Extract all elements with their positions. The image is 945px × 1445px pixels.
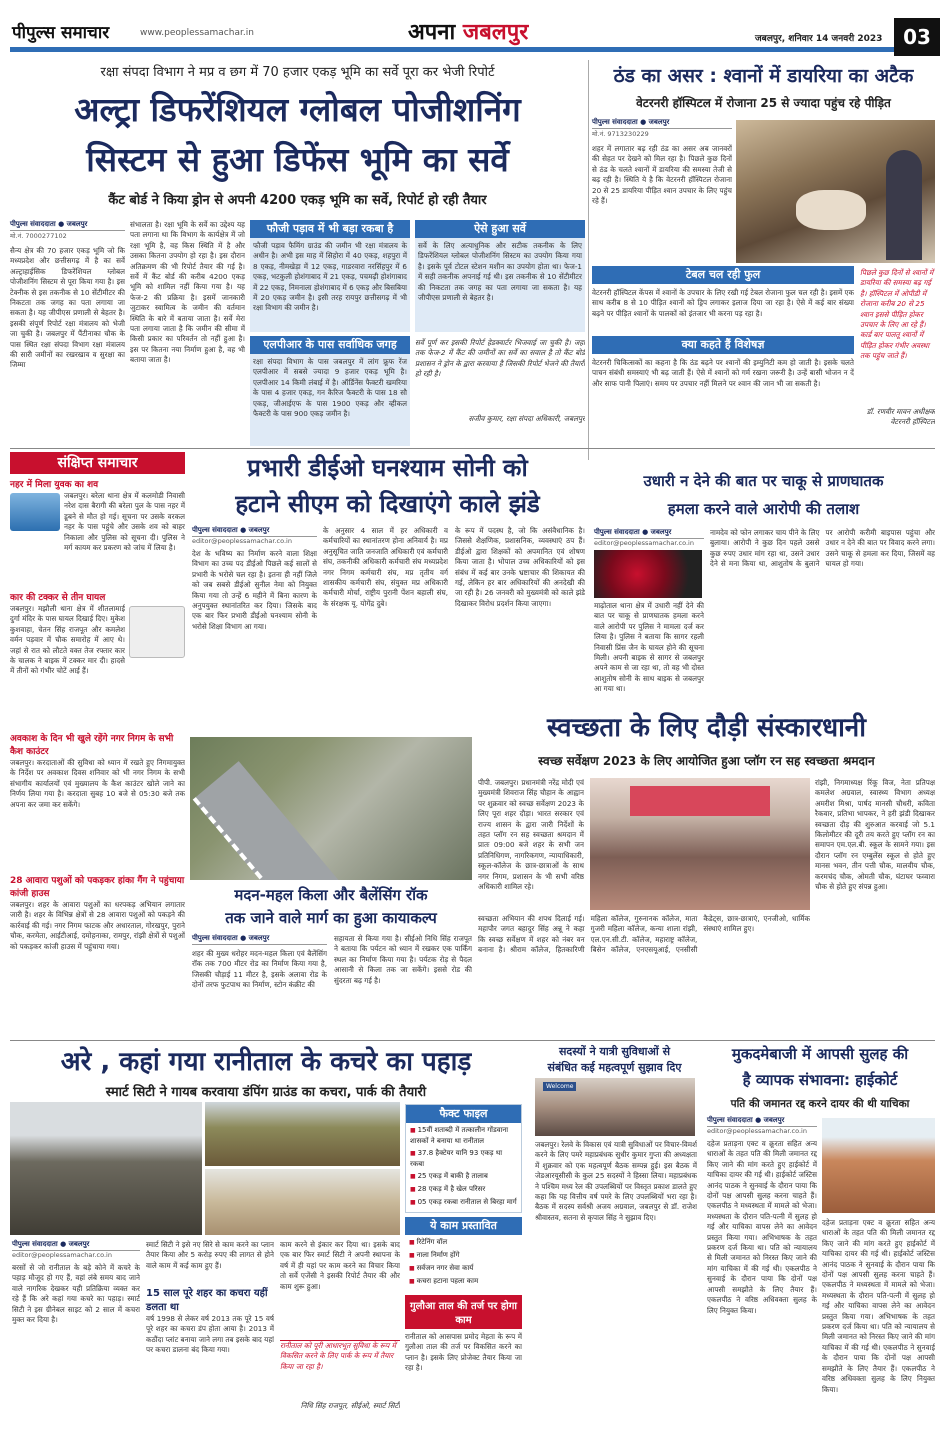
byline: पीपुल्स संवाददाता ● जबलपुर (12, 1240, 140, 1251)
court-col-2: दहेज प्रताड़ना एक्ट व क्रूरता सहित अन्य धाराओं के तहत पति की मिली जमानत रद्द किए जाने की मांग करते हुए हाईकोर्ट में याचिका दायर की गई थी। हाईकोर्ट जस्टिस आनंद पाठक ने सुनवाई के दौरान पाया कि दोनों पक्ष आपसी सुलह करना चाहते हैं। एकलपीठ ने मध्यस्थता में मामले को भेजा। मध्यस्थता के दौरान पति-पत्नी में सुलह हो गई और याचिका वापस लेने का आवेदन प्रस्तुत किया गया। अभिभाषक के तहत प्रकरण दर्ज किया था। पति को न्यायालय से मिली जमानत को निरस्त किए जाने की मांग याचिका में की गई थी। एकलपीठ ने सुनवाई के दौरान पाया कि दोनों पक्ष आपसी समझौते के लिए तैयार हैं। एकलपीठ ने वरिष्ठ अधिवक्ता सुलह के लिए नियुक्त किया। (822, 1218, 935, 1394)
lead-col-2: संभालता है। रक्षा भूमि के सर्वे का उद्देश्य यह पता लगाना था कि विभाग के कार्यक्षेत्र में जो रक्षा भूमि है, वह किस स्थिति में है और उसका कितना उपयोग हो रहा है। इस दौरान अतिक्रमण की भी रिपोर्ट तैयार की गई है। सर्वे में कैंट बोर्ड की करीब 4200 एकड़ भूमि को शामिल नहीं किया गया है। यह फेज-2 की प्रक्रिया है। इसमें जानकारी जुटाकर स्वामित्व के जमीन की वर्तमान स्थिति के बारे में बताया जाता है। सर्वे मेरा पता लगाया जाता है कि जमीन की सीमा में किसी प्रकार का परिवर्तन तो नहीं हुआ है। इस पर कितना नया निर्माण हुआ है, वह भी बताया जाता है। (130, 220, 245, 365)
planned-item: ■ सर्वजन नगर सेवा कार्य (409, 1263, 518, 1274)
knife-headline-2: हमला करने वाले आरोपी की तलाश (667, 500, 860, 518)
brief-text: जबलपुर। करदाताओं की सुविधा को ध्यान में रखते हुए निगमायुक्त के निर्देश पर अवकाश दिवस शनिवार को भी नगर निगम के सभी संभागीय कार्यालयों एवं मुख्यालय के कैश काउंटर खोले जाने का निर्णय लिया गया है। करदाता सुबह 10 बजे से 05:30 बजे तक अपना कर जमा कर सकेंगे। (10, 758, 185, 809)
info-box-lpr (250, 336, 410, 446)
byline: पीपुल्स संवाददाता ● जबलपुर (192, 934, 327, 945)
body-text: सैन्य क्षेत्र की 70 हजार एकड़ भूमि जो कि मध्यप्रदेश और छत्तीसगढ़ में है का सर्वे अल्ट्राहाईसिक डिफरेंशियल ग्लोबल पोजीशनिंग सिस्टम से पूरा किया गया है। इस टेक्नीक से इस तकनीक से 10 सेंटीमीटर की निकटता तक जगह का पता लगाया जा सकता है। यह जीपीएस प्रणाली से बेहतर है। इसकी संपूर्ण रिपोर्ट रक्षा मंत्रालय को भेजी जा चुकी है। जबलपुर में पैंटीनाका चौक के पास स्थित रक्षा संपदा विभाग रक्षा मंत्रालय की सारी जमीनों का रखरखाव व सुरक्षा का जिम्मा (10, 246, 125, 370)
lead-headline-2: सिस्टम से हुआ डिफेंस भूमि का सर्वे (86, 140, 509, 179)
box-title: ऐसे हुआ सर्वे (415, 220, 585, 238)
body-text: वर्ष 1998 से लेकर वर्ष 2013 तक पूरे 15 वर्ष पूरे शहर का कचरा डंप होता आया है। 2013 में कठौंदा प्लांट बनाया जाने लगा तब इसके बाद यहां पर कचरा डालना बंद किया गया। (146, 1314, 274, 1355)
dog-figure (796, 190, 866, 230)
dogs-bar-experts: क्या कहते हैं विशेषज्ञ (592, 336, 854, 354)
planned-item: ■ कचरा हटाना पहला काम (409, 1276, 518, 1287)
body-text: स्मार्ट सिटी ने इसे नए सिरे से काम करने का प्लान तैयार किया और 5 करोड़ रुपए की लागत से होने वाले काम में कई काम हुए हैं। (146, 1240, 274, 1270)
ranital-headline: अरे , कहां गया रानीताल के कचरे का पहाड़ (60, 1047, 472, 1077)
dateline: जबलपुर, शनिवार 14 जनवरी 2023 (755, 34, 883, 44)
dogs-text-3: वेटरनरी चिकित्सकों का कहना है कि ठंड बढ़ने पर श्वानों की इम्युनिटी कम हो जाती है। इसके चलते पाचन संबंधी समस्याएं भी बढ़ जाती हैं। ऐसे में श्वानों को गर्म रखना जरूरी है। उन्हें बासी भोजन न दें और साफ पानी पिलाएं। समय पर उपचार नहीं मिलने पर श्वान की जान भी जा सकती है। (592, 358, 854, 388)
knife-headline-1: उधारी न देने की बात पर चाकू से प्राणघातक (643, 472, 884, 490)
horizontal-rule (10, 1040, 935, 1041)
subhead-15-years: 15 साल पूरे शहर का कचरा यहीं डलता था (146, 1288, 268, 1313)
quote-text: सर्वे पूर्ण कर इसकी रिपोर्ट हेडक्वार्टर भिजवाई जा चुकी है। जहां तक फेज-2 में कैंट की जमीनों का सर्वे का सवाल है तो कैंट बोर्ड प्रशासन ने ड्रोन के द्वारा करवाया है जिसकी रिपोर्ट भेजने की तैयारी हो रही है। (415, 338, 585, 379)
gulaua-title: गुलौआ ताल की तर्ज पर होगा काम (405, 1295, 522, 1329)
planned-item: ■ नाला निर्माण होंगे (409, 1250, 518, 1261)
brief-item (10, 477, 185, 587)
deo-headline-1: प्रभारी डीईओ घनश्याम सोनी को (247, 454, 528, 482)
brief-text: जबलपुर। शहर के आवारा पशुओं का धरपकड़ अभियान लगातार जारी है। शहर के विभिन्न क्षेत्रों से 28 आवारा पशुओं को पकड़ने की कार्रवाई की गई। नगर निगम फाटक और अधारताल, गोरखपुर, पुराने चौक, करमेता, आईटीआई, दमोहनाका, रामपुर, रांझी क्षेत्रों से पशुओं को पकड़कर कांजी हाउस में पहुंचाया गया। (10, 900, 185, 951)
drowning-icon (10, 493, 60, 531)
dogs-text-2: वेटरनरी हॉस्पिटल केंपस में श्वानों के उपचार के लिए रखी गई टेबल रोजाना फुल चल रही है। इसमें एक साथ करीब 8 से 10 पीड़ित श्वानों को ड्रिप लगाकर इलाज दिया जा रहा है। ऐसे में कई बार संख्या बढ़ने पर पीड़ित श्वानों के पालकों को इंतजार भी करना पड़ रहा है। (592, 288, 854, 318)
expert-quote (860, 268, 935, 458)
box-text: सर्वे के लिए अत्याधुनिक और सटीक तकनीक के लिए डिफरेंशियल ग्लोबल पोजीशनिंग सिस्टम का उपयोग किया गया है। इसके पूर्व टोटल स्टेशन मशीन का उपयोग होता था। फेज-1 में सही तकनीक अपनाई गई थी। इस तकनीक से 10 सेंटीमीटर की निकटता तक जगह का पता लगाया जा सकता है। यह जीपीएस प्रणाली से बेहतर है। (418, 241, 582, 303)
section-title-b: जबलपुर (462, 20, 529, 45)
lead-subhead: कैंट बोर्ड ने किया ड्रोन से अपनी 4200 एकड़ भूमि का सर्वे, रिपोर्ट हो रही तैयार (108, 193, 487, 208)
byline: पीपुल्स संवाददाता ● जबलपुर (594, 528, 704, 539)
website: www.peoplessamachar.in (140, 28, 254, 38)
deo-col-2: के अनुसार 4 साल में हर अधिकारी व कर्मचारियों का स्थानांतरण होना अनिवार्य है। मप्र अनुसूचित जाति जनजाति अधिकारी एवं कर्मचारी संघ, तकनीकी अधिकारी कर्मचारी संघ मध्यप्रदेश नगर निगम कर्मचारी संघ, मप्र तृतीय वर्ग शासकीय कर्मचारी संघ, संयुक्त मप्र अधिकारी कर्मचारी मोर्चा, राष्ट्रीय पुरानी पेंशन बहाली संघ, के संरक्षक यू. योगेंद्र दुबे। (323, 526, 448, 608)
brief-text: जबलपुर। बरेला थाना क्षेत्र में कलमोडी निवासी नरेश दास बैरागी की बरेला पुल के पास नहर में डूबने से मौत हो गई। सूचना पर उसके वरकल नहर के पास पहुंचे और उसके शव को बाहर निकाला और पुलिस को सूचना दी। पुलिस ने मर्ग कायम कर प्रकरण को जांच में लिया है। (64, 491, 185, 553)
quote-text: रानीताल को पूरी आधारभूत सुविधा के रूप में विकसित करने के लिए पार्क के रूप में तैयार किया जा रहा है। (280, 1341, 396, 1371)
ranital-before-photo (205, 1102, 400, 1166)
body-text: शहर की मुख्य धरोहर मदन-महल किला एवं बैलेंसिंग रॉक तक 700 मीटर रोड का निर्माण किया गया है, जिसकी चौड़ाई 11 मीटर है, इसके अलावा रोड के दोनों तरफ फुटपाथ का निर्माण, स्टोन कंक्रीट की (192, 949, 327, 990)
dogs-subhead: वेटरनरी हॉस्पिटल में रोजाना 25 से ज्यादा पहुंच रहे पीड़ित (636, 96, 891, 110)
brief-headline: अवकाश के दिन भी खुले रहेंगे नगर निगम के सभी कैश काउंटर (10, 734, 174, 757)
email: editor@peoplessamachar.co.in (594, 539, 694, 547)
rail-headline-1: सदस्यों ने यात्री सुविधाओं से (558, 1045, 671, 1058)
byline: पीपुल्स संवाददाता ● जबलपुर (707, 1116, 817, 1127)
fact-item: ■ 15वीं शताब्दी में तत्कालीन गोंडवाना शासकों ने बनाया था रानीताल (410, 1125, 517, 1146)
ceo-quote (280, 1340, 400, 1440)
deo-col-3: के रूप में पदस्थ है, जो कि असंवैधानिक है। जिससे शैक्षणिक, प्रशासनिक, व्यवस्थाएं ठप हैं। डीईओ द्वारा शिक्षकों को अपमानित एवं शोषण किया जाता है। भोपाल उच्च अधिकारियों को इस संबंध में कई बार उनके भ्रष्टाचार की शिकायत की गई, लेकिन हर बार अधिकारियों की अनदेखी की जा रही है। 26 जनवरी को मुख्यमंत्री को काले झंडे दिखाकर विरोध प्रदर्शन किया जाएगा। (455, 526, 585, 608)
contact: मो.नं. 7000277102 (10, 232, 67, 240)
paper-logo: पीपुल्स समाचार (12, 23, 110, 43)
brief-headline: नहर में मिला युवक का शव (10, 480, 99, 490)
road-caption-2: तक जाने वाले मार्ग का हुआ कायाकल्प (225, 909, 437, 927)
fact-file-box (405, 1104, 522, 1213)
road-caption-1: मदन-महल किला और बैलेंसिंग रॉक (234, 886, 428, 904)
box-text: फौजी पड़ाव फैमिंग ग्राउंड की जमीन भी रक्षा मंत्रालय के अधीन है। अभी इस माह में सिहोरा में 40 एकड़, शहपुरा में 8 एकड़, नीमखेड़ा में 12 एकड़, गाडरवारा नरसिंहपुर में 6 एकड़, भटकुली होशंगाबाद में 21 एकड़, पचमढ़ी होशंगाबाद में 22 एकड़, निमनाला होशंगाबाद में 6 एकड़ और बिसबिया में 20 एकड़ जमीन है। इसी तरह रायपुर छत्तीसगढ़ में भी रक्षा विभाग की जमीन है। (253, 241, 407, 313)
box-title: एलपीआर के पास सर्वाधिक जगह (250, 336, 410, 354)
ranital-col-3: काम करने से इंकार कर दिया था। इसके बाद एक बार फिर स्मार्ट सिटी ने अपनी स्थापना के वर्ष में ही यहां पर काम करने का विचार किया तो सर्वे एजेंसी ने इसकी रिपोर्ट तैयार की और काम शुरू हुआ। (280, 1240, 400, 1291)
car-crash-icon (129, 606, 185, 658)
ranital-sidebar (405, 1104, 522, 1440)
quote-by: डॉ. रणवीर मावन अधीक्षक वेटरनरी हॉस्पिटल (866, 407, 935, 427)
lead-col-1 (10, 220, 125, 445)
rail-text: जबलपुर। रेलवे के विकास एवं यात्री सुविधाओं पर विचार-विमर्श करने के लिए पमरे महाप्रबंधक सुधीर कुमार गुप्ता की अध्यक्षता में शुक्रवार को एक महत्वपूर्ण बैठक सम्पन्न हुई। इस बैठक में जेडआरयूसीसी के कुल 25 सदस्यों ने हिस्सा लिया। महाप्रबंधक ने पश्चिम मध्य रेल की उपलब्धियों पर विस्तृत प्रकाश डालते हुए कहा कि यह वित्तीय वर्ष पमरे के लिए उपलब्धियों भरा रहा है। बैठक में सदस्य सर्वश्री अजय अग्रवाल, जबलपुर से डॉ. राजेश श्रीवास्तव, सतना से कृपाल सिंह ने सुझाव दिए। (535, 1140, 697, 1222)
deo-headline-2: हटाने सीएम को दिखाएंगे काले झंडे (235, 490, 540, 518)
section-title-a: अपना (408, 20, 456, 45)
brief-headline: कार की टक्कर से तीन घायल (10, 593, 106, 603)
column-divider (588, 60, 589, 460)
planned-list (405, 1235, 522, 1291)
fact-item: ■ 37.8 हैक्टेयर यानि 93 एकड़ था रकबा (410, 1148, 517, 1169)
welcome-banner: Welcome (543, 1082, 576, 1091)
ranital-after-photo (205, 1169, 400, 1235)
court-headline-1: मुकदमेबाजी में आपसी सुलह की (731, 1045, 909, 1063)
official-quote (415, 338, 585, 446)
dogs-bar-table-full: टेबल चल रही फुल (592, 266, 854, 284)
garbage-hill-photo (10, 1102, 202, 1235)
info-box-army-camp (250, 220, 410, 332)
fact-item: ■ 28 एकड़ में है खेल परिसर (410, 1184, 517, 1195)
rail-meeting-photo (535, 1078, 695, 1136)
box-title: फौजी पड़ाव में भी बड़ा रकबा है (250, 220, 410, 238)
dogs-headline: ठंड का असर : श्वानों में डायरिया का अटैक (613, 65, 914, 87)
quote-by: सजीव कुमार, रक्षा संपदा अधिकारी, जबलपुर (468, 414, 585, 423)
body-text: देश के भविष्य का निर्माण करने वाला शिक्षा विभाग का उच्च पद डीईओ पिछले कई सालों से प्रभारी के भरोसे चल रहा है। इतना ही नहीं जिले को जब सबसे डीईओ सुनील नेमा को नियुक्त किया गया तो उन्हें 6 महीने में बिना कारण के अनुपयुक्त स्थानांतरित कर दिया। जिसके बाद एक बार फिर प्रभारी डीईओ घनश्याम सोनी के भरोसे शिक्षा विभाग आ गया। (192, 549, 317, 631)
ranital-subhead: स्मार्ट सिटी ने गायब करवाया डंपिंग ग्राउंड का कचरा, पार्क की तैयारी (105, 1085, 427, 1100)
email: editor@peoplessamachar.co.in (192, 537, 292, 545)
brief-headline: 28 आवारा पशुओं को पकड़कर हांका गैंग ने पहुंचाया कांजी हाउस (10, 876, 185, 899)
road-col-2: सहायता से किया गया है। सीईओ निधि सिंह राजपूत ने बताया कि पर्यटन को ध्यान में रखकर एक पार्किंग स्थल का निर्माण किया गया है। पर्यटक रोड़ से पैदल आसानी से किला तक जा सकेंगे। इससे रोड की सुंदरता बढ़ गई है। (334, 934, 472, 985)
masthead-rule (10, 47, 894, 52)
run-subhead: स्वच्छ सर्वेक्षण 2023 के लिए आयोजित हुआ प्लॉग रन सह स्वच्छता श्रमदान (538, 754, 875, 768)
planned-title: ये काम प्रस्तावित (405, 1217, 522, 1235)
vet-hospital-photo (736, 120, 935, 263)
page-number: 03 (894, 18, 940, 56)
brief-item (10, 731, 185, 870)
road-shape (193, 761, 368, 880)
gulaua-text: रानीताल को आसपास प्रमोद मेहता के रूप में गुलौआ ताल की तर्ज पर विकसित करने का प्लान है। इसके लिए प्रोजेक्ट तैयार किया जा रहा है। (405, 1332, 522, 1373)
quote-by: निधि सिंह राजपूत, सीईओ, स्मार्ट सिटी (300, 1401, 400, 1410)
plog-run-photo (590, 778, 810, 910)
court-subhead: पति की जमानत रद्द करने दायर की थी याचिका (730, 1098, 910, 1110)
ranital-col-2 (146, 1240, 274, 1440)
run-bottom-text: स्वच्छता अभियान की शपथ दिलाई गई। महापौर जगत बहादुर सिंह अन्नू ने कहा कि स्वच्छ सर्वेक्षण में शहर को नंबर वन बनाना है। श्रीराम कॉलेज, हितकारिणी महिला कॉलेज, गुरुनानक कॉलेज, माता गुजरी महिला कॉलेज, कन्या शाला रांझी, एल.एन.सी.टी. कॉलेज, महाराष्ट्र कॉलेज, बिसेन कॉलेज, एनएसयूआई, एनसीसी कैडेट्स, छात्र-छात्राएं, एनजीओ, धार्मिक संस्थाएं शामिल हुए। (478, 914, 810, 955)
run-col-2: रांझी, निगमाध्यक्ष रिंकू विज, नेता प्रतिपक्ष कमलेश अग्रवाल, स्वास्थ्य विभाग अध्यक्ष अमरीश मिश्रा, पार्षद मानसी चौधरी, कविता रैकवार, प्रतिभा भापकर, ने हरी झंडी दिखाकर स्वच्छता दौड़ की शुरुआत करवाई जो 5.1 किलोमीटर की दूरी तय करते हुए प्लॉग रन का समापन एम.एल.बी. स्कूल के सामने गया। इस दौरान प्लॉग रन एम्बुलेंस स्कूल से होते हुए मानस भवन, तीन पत्ती चौक, मालवीय चौक, करमचंद चौक, ओमती चौक, घंटाघर फव्वारा चौक से होते हुए संपन्न हुआ। (815, 778, 935, 892)
madan-mahal-road-photo (190, 737, 472, 880)
person-figure (886, 150, 922, 260)
rail-headline-2: संबंधित कई महत्वपूर्ण सुझाव दिए (547, 1061, 682, 1074)
masthead (0, 0, 945, 56)
knife-illustration (594, 550, 702, 598)
body-text: बरसों से जो रानीताल के बड़े कोने में कचरे के पहाड़ मौजूद हो गए हैं, वहां लंबे समय बाद जाने वाले नागरिक देखकर यही प्रतिक्रिया व्यक्त कर रहे हैं कि अरे कहां गया कचरे का पहाड़। स्मार्ट सिटी ने इस ग्रीनेबल साइट को 2 साल में कचरा मुक्त कर दिया है। (12, 1263, 140, 1325)
byline: पीपुल्स संवाददाता ● जबलपुर (10, 220, 125, 231)
contact: मो.नं. 9713230229 (592, 130, 649, 138)
fact-item: ■ 05 एकड़ रकबा रानीताल से बिरहा मार्ग (410, 1197, 517, 1208)
run-headline: स्वच्छता के लिए दौड़ी संस्कारधानी (547, 713, 866, 743)
body-text: माढ़ोताल थाना क्षेत्र में उधारी नहीं देने की बात पर चाकू से प्राणघातक हमला करने वाले आरोपी पर पुलिस ने मामला दर्ज कर लिया है। पुलिस ने बताया कि सागर रहली निवासी प्रिंस जैन के घायल होने की सूचना मिली। अपनी बाइक से सागर से जबलपुर अपने काम से जा रहा था, तो वह भी दोस्त आशुतोष सोनी के साथ बाइक से जबलपुर आ गया था। (594, 601, 704, 694)
brief-text: जबलपुर। मझौली थाना क्षेत्र में शीतलामाई दुर्गा मंदिर के पास घायल दिखाई दिए। मुकेश कुशवाहा, चेतन सिंह राजपूत और कमलेश वर्मन पड़वार में चौक समारोह में आए थे। जहां से रात को लौटते वक्त तेज रफ्तार कार के चालक ने बाइक में टक्कर मार दी। हादसे में तीनों को गंभीर चोटें आई हैं। (10, 604, 125, 676)
byline: पीपुल्स संवाददाता ● जबलपुर (192, 526, 317, 537)
court-col-1 (707, 1116, 817, 1438)
high-court-photo (822, 1118, 935, 1213)
lead-headline-1: अल्ट्रा डिफरेंशियल ग्लोबल पोजीशनिंग (74, 90, 521, 129)
box-text: रक्षा संपदा विभाग के पास जबलपुर में लांग फ्रूफ रेंज एलपीआर में सबसे ज्यादा 9 हजार एकड़ भूमि है। एलपीआर 14 किमी लंबाई में है। ऑर्डिनेंस फैक्टरी खमरिया के पास 4 हजार एकड़, गन कैरिज फैक्टरी के पास 18 सौ एकड़, जीआईएफ के पास 1900 एकड़ और व्हीकल फैक्टरी के पास 900 एकड़ जमीन है। (253, 357, 407, 419)
info-box-survey (415, 220, 585, 332)
lead-kicker: रक्षा संपदा विभाग ने मप्र व छग में 70 हजार एकड़ भूमि का सर्वे पूरा कर भेजी रिपोर्ट (100, 65, 495, 80)
planned-works-box (405, 1217, 522, 1291)
body-text: शहर में लगातार बढ़ रही ठंड का असर अब जानवरों की सेहत पर देखने को मिल रहा है। पिछले कुछ दिनों से ठंड के चलते श्वानों में डायरिया की समस्या तेजी से बढ़ रही है। स्थिति ये है कि वेटरनरी हॉस्पिटल रोजाना 20 से 25 डायरिया पीड़ित श्वान उपचार के लिए पहुंच रहे हैं। (592, 144, 732, 206)
ranital-col-1 (12, 1240, 140, 1440)
email: editor@peoplessamachar.co.in (12, 1251, 112, 1259)
gulaua-box (405, 1295, 522, 1440)
horizontal-rule (10, 448, 935, 449)
knife-col-1 (594, 528, 704, 703)
brief-item (10, 590, 185, 728)
email: editor@peoplessamachar.co.in (707, 1127, 807, 1135)
run-col-1: पीपी. जबलपुर। प्रधानमंत्री नरेंद्र मोदी एवं मुख्यमंत्री शिवराज सिंह चौहान के आह्वान पर शुक्रवार को स्वच्छ सर्वेक्षण 2023 के लिए पूरा शहर दौड़ा। भारत सरकार एवं राज्य शासन के द्वारा जारी निर्देशों के तहत प्लॉग रन सह स्वच्छता श्रमदान में प्रातः 09:00 बजे शहर के सभी जन प्रतिनिधिगण, नागरिकगण, न्यायाधिकारी, स्कूल-कॉलेज के छात्र-छात्राओं के साथ नगर निगम, प्रशासन के भी सभी वरिष्ठ अधिकारी शामिल रहे। (478, 778, 584, 892)
quote-text: पिछले कुछ दिनों से श्वानों में डायरिया की समस्या बढ़ गई है। हॉस्पिटल में ओपीडी में रोजाना करीब 20 से 25 श्वान इससे पीड़ित होकर उपचार के लिए आ रहे हैं। कार्ड बार पालतू श्वानों में पीड़ित होकर गंभीर अवस्था तक पहुंच जाते हैं। (860, 268, 934, 361)
deo-col-1 (192, 526, 317, 706)
court-headline-2: है व्यापक संभावना: हाईकोर्ट (742, 1071, 898, 1089)
fact-item: ■ 25 एकड़ में बाकी है तालाब (410, 1171, 517, 1182)
briefs-title: संक्षिप्त समाचार (10, 452, 185, 474)
byline: पीपुल्स संवाददाता ● जबलपुर (592, 118, 732, 129)
fact-file-title: फैक्ट फाइल (406, 1105, 521, 1123)
road-col-1 (192, 934, 327, 1034)
brief-item (10, 873, 185, 1010)
knife-col-2: नामदेव को फोन लगाकर चाय पीने के लिए बुलाया। आरोपी ने कुछ दिन पहले उससे कुछ रुपए उधार मांग रहा था, उसने उधार देने से मना किया था, आशुतोष के बुलाने पर आरोपी करीमी बाइपास पहुंचा और उधार न देने की बात पर विवाद करने लगा। उसने चाकू से हमला कर दिया, जिसमें वह घायल हो गया। (710, 528, 935, 569)
planned-item: ■ रिटेनिंग वॉल (409, 1237, 518, 1248)
body-text: दहेज प्रताड़ना एक्ट व क्रूरता सहित अन्य धाराओं के तहत पति की मिली जमानत रद्द किए जाने की मांग करते हुए हाईकोर्ट में याचिका दायर की गई थी। हाईकोर्ट जस्टिस आनंद पाठक ने सुनवाई के दौरान पाया कि दोनों पक्ष आपसी सुलह करना चाहते हैं। एकलपीठ ने मध्यस्थता में मामले को भेजा। मध्यस्थता के दौरान पति-पत्नी में सुलह हो गई और याचिका वापस लेने का आवेदन प्रस्तुत किया गया। अभिभाषक के तहत प्रकरण दर्ज किया था। पति को न्यायालय से मिली जमानत को निरस्त किए जाने की मांग याचिका में की गई थी। एकलपीठ ने सुनवाई के दौरान पाया कि दोनों पक्ष आपसी समझौते के लिए तैयार हैं। एकलपीठ ने वरिष्ठ अधिवक्ता सुलह के लिए नियुक्त किया। (707, 1139, 817, 1315)
briefs-column (10, 452, 185, 1037)
banner (630, 786, 770, 816)
dogs-col (592, 118, 732, 263)
section-title (408, 16, 528, 46)
fact-list (406, 1123, 521, 1212)
